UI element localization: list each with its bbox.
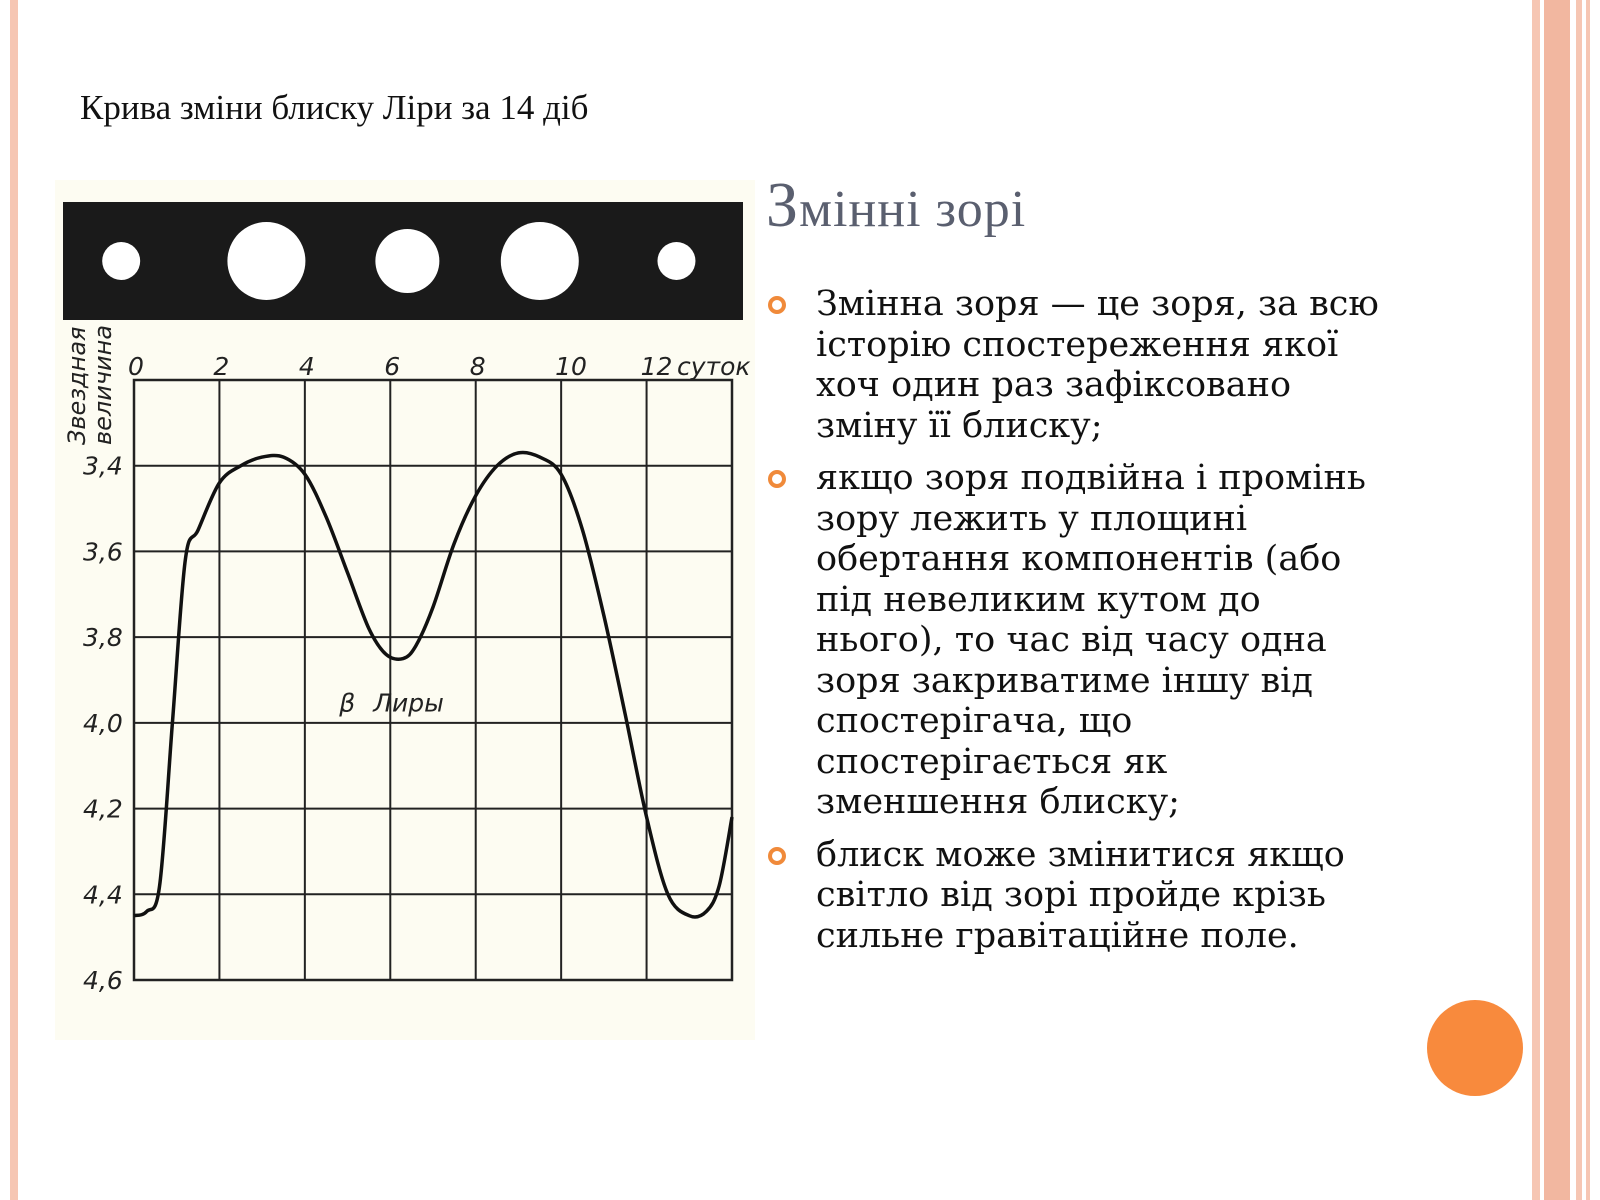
- slide-title-initial: З: [766, 169, 800, 240]
- slide-title: [766, 168, 1026, 242]
- x-tick-label: 6: [384, 352, 401, 381]
- decorative-orange-circle: [1427, 1000, 1523, 1096]
- bullet-text: Змінна зоря — це зоря, за всю історію спостереження якої хоч один раз зафіксовано зміну її блиску;: [816, 284, 1379, 446]
- y-axis-label: [63, 319, 117, 445]
- brightness-circle: [657, 242, 695, 280]
- frame-right-stripe: [1586, 0, 1590, 1200]
- y-axis-label-line: Звездная: [63, 326, 91, 445]
- frame-right-stripe: [1544, 0, 1570, 1200]
- y-tick-label: 4,6: [83, 966, 123, 995]
- brightness-circle: [375, 229, 439, 293]
- bullet-item: [766, 284, 1386, 446]
- bullet-text: якщо зоря подвійна і промінь зору лежить у площині обертання компонентів (або під невеликим кутом до нього), то час від часу одна зоря закриватиме іншу від спостерігача, що спостерігається як зменшення блиску;: [816, 458, 1366, 822]
- bullet-marker-icon: [768, 847, 786, 865]
- frame-left-stripe: [10, 0, 18, 1200]
- x-tick-label: 12: [640, 352, 673, 381]
- light-curve-figure: [55, 180, 755, 1040]
- bullet-marker-icon: [768, 296, 786, 314]
- bullet-text: блиск може змінитися якщо світло від зорі пройде крізь сильне гравітаційне поле.: [816, 834, 1345, 956]
- x-axis-label: суток: [677, 352, 751, 381]
- y-axis-label-line: величина: [89, 324, 117, 445]
- brightness-circle: [501, 222, 579, 300]
- bullet-item: [766, 458, 1386, 823]
- brightness-circle: [227, 222, 305, 300]
- chart-caption: Крива зміни блиску Ліри за 14 діб: [80, 88, 589, 127]
- annotation-beta: β: [339, 688, 356, 718]
- brightness-circle: [102, 242, 140, 280]
- y-tick-label: 4,2: [83, 794, 123, 824]
- y-tick-label: 4,0: [83, 708, 123, 738]
- annotation-lyrae: Лиры: [373, 688, 444, 718]
- slide-title-rest: мінні зорі: [799, 181, 1027, 238]
- y-tick-label: 4,4: [83, 880, 123, 910]
- x-tick-label: 8: [469, 352, 486, 381]
- x-tick-label: 10: [555, 352, 587, 381]
- y-tick-label: 3,6: [83, 537, 123, 567]
- y-tick-label: 3,4: [83, 451, 123, 481]
- bullet-marker-icon: [768, 470, 786, 488]
- frame-right-stripe: [1532, 0, 1540, 1200]
- y-tick-label: 3,8: [83, 623, 123, 653]
- x-tick-label: 4: [298, 352, 315, 381]
- frame-right-stripe: [1576, 0, 1582, 1200]
- bullet-list: [766, 284, 1386, 968]
- x-tick-label: 0: [128, 352, 144, 381]
- light-curve-chart: [55, 180, 755, 1040]
- bullet-item: [766, 835, 1386, 957]
- x-tick-label: 2: [213, 352, 230, 381]
